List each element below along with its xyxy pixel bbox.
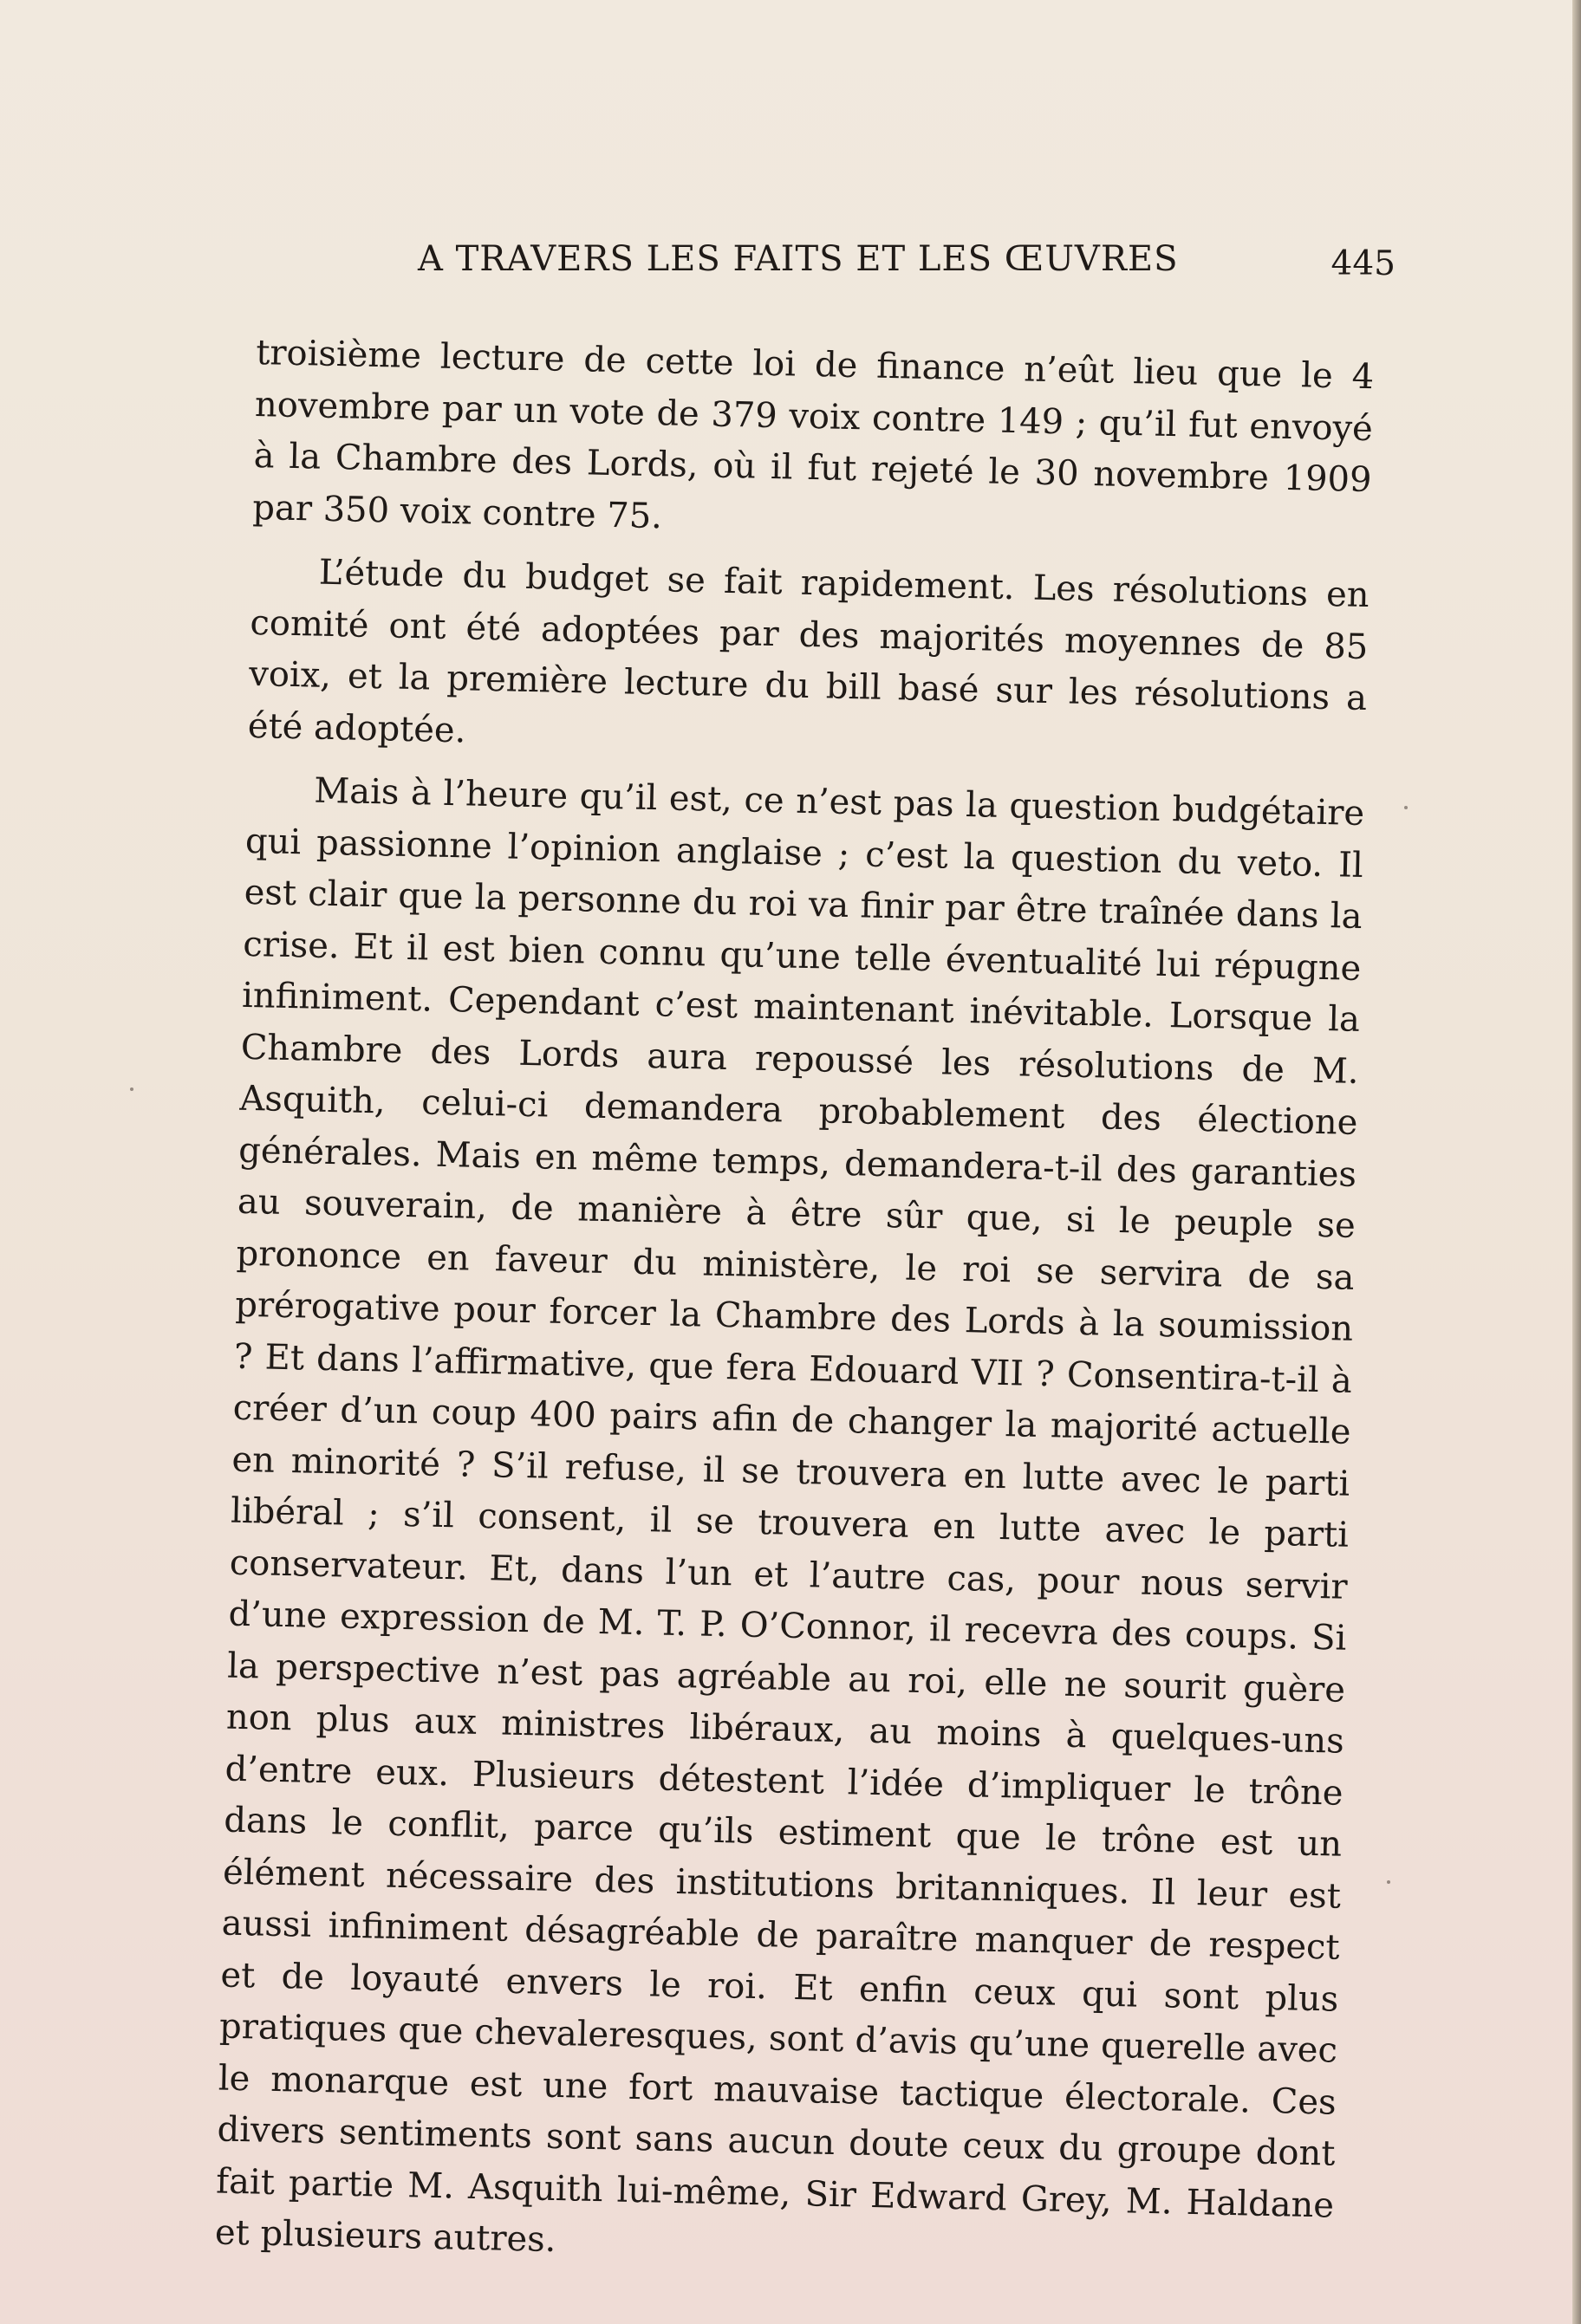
page-number: 445 [1331, 244, 1396, 283]
paper-speck [1404, 806, 1408, 809]
running-title: A TRAVERS LES FAITS ET LES ŒUVRES [418, 239, 1179, 279]
paper-speck [1387, 1880, 1390, 1884]
body-text [214, 328, 1374, 2283]
paper-speck [130, 1087, 133, 1091]
paragraph-1: troisième lecture de cette loi de finance n’eût lieu que le 4 novembre par un vote de 379 voix contre 149 ; qu’il fut envoyé à la Chambre des Lords, où il fut rejeté le 30 novembre 1909 par 350 voix contre 75. [251, 332, 1375, 536]
paragraph-3: Mais à l’heure qu’il est, ce n’est pas la question budgétaire qui passionne l’opinion anglaise ; c’est la question du veto. Il est clair que la personne du roi va finir par être traînée dans la crise. Et il est bien connu qu’une telle éventualité lui répugne infiniment. Cependant c’est maintenant inévitable. Lorsque la Chambre des Lords aura repoussé les résolutions de M. Asquith, celui-ci demandera probablement des électione générales. Mais en même temps, demandera-t-il des garanties au souverain, de manière à être sûr que, si le peuple se prononce en faveur du ministère, le roi se servira de sa prérogative pour forcer la Chambre des Lords à la soumission ? Et dans l’affirmative, que fera Edouard VII ? Consentira-t-il à créer d’un coup 400 pairs afin de changer la majorité actuelle en minorité ? S’il refuse, il se trouvera en lutte avec le parti libéral ; s’il consent, il se trouvera en lutte avec le parti conservateur. Et, dans l’un et l’autre cas, pour nous servir d’une expression de M. T. P. O’Connor, il recevra des coups. Si la perspective n’est pas agréable au roi, elle ne sourit guère non plus aux ministres libéraux, au moins à quelques-uns d’entre eux. Plusieurs détestent l’idée d’impliquer le trône dans le conflit, parce qu’ils estiment que le trône est un élément nécessaire des institutions britanniques. Il leur est aussi infiniment désagréable de paraître manquer de respect et de loyauté envers le roi. Et enfin ceux qui sont plus pratiques que chevaleresques, sont d’avis qu’une querelle avec le monarque est une fort mauvaise tactique électorale. Ces divers sentiments sont sans aucun doute ceux du groupe dont fait partie M. Asquith lui-même, Sir Edward Grey, M. Haldane et plusieurs autres. [214, 770, 1365, 2261]
paragraph-2: L’étude du budget se fait rapidement. Les résolutions en comité ont été adoptées par des majorités moyennes de 85 voix, et la première lecture du bill basé sur les résolutions a été adoptée. [247, 552, 1370, 750]
running-header [418, 239, 1396, 291]
